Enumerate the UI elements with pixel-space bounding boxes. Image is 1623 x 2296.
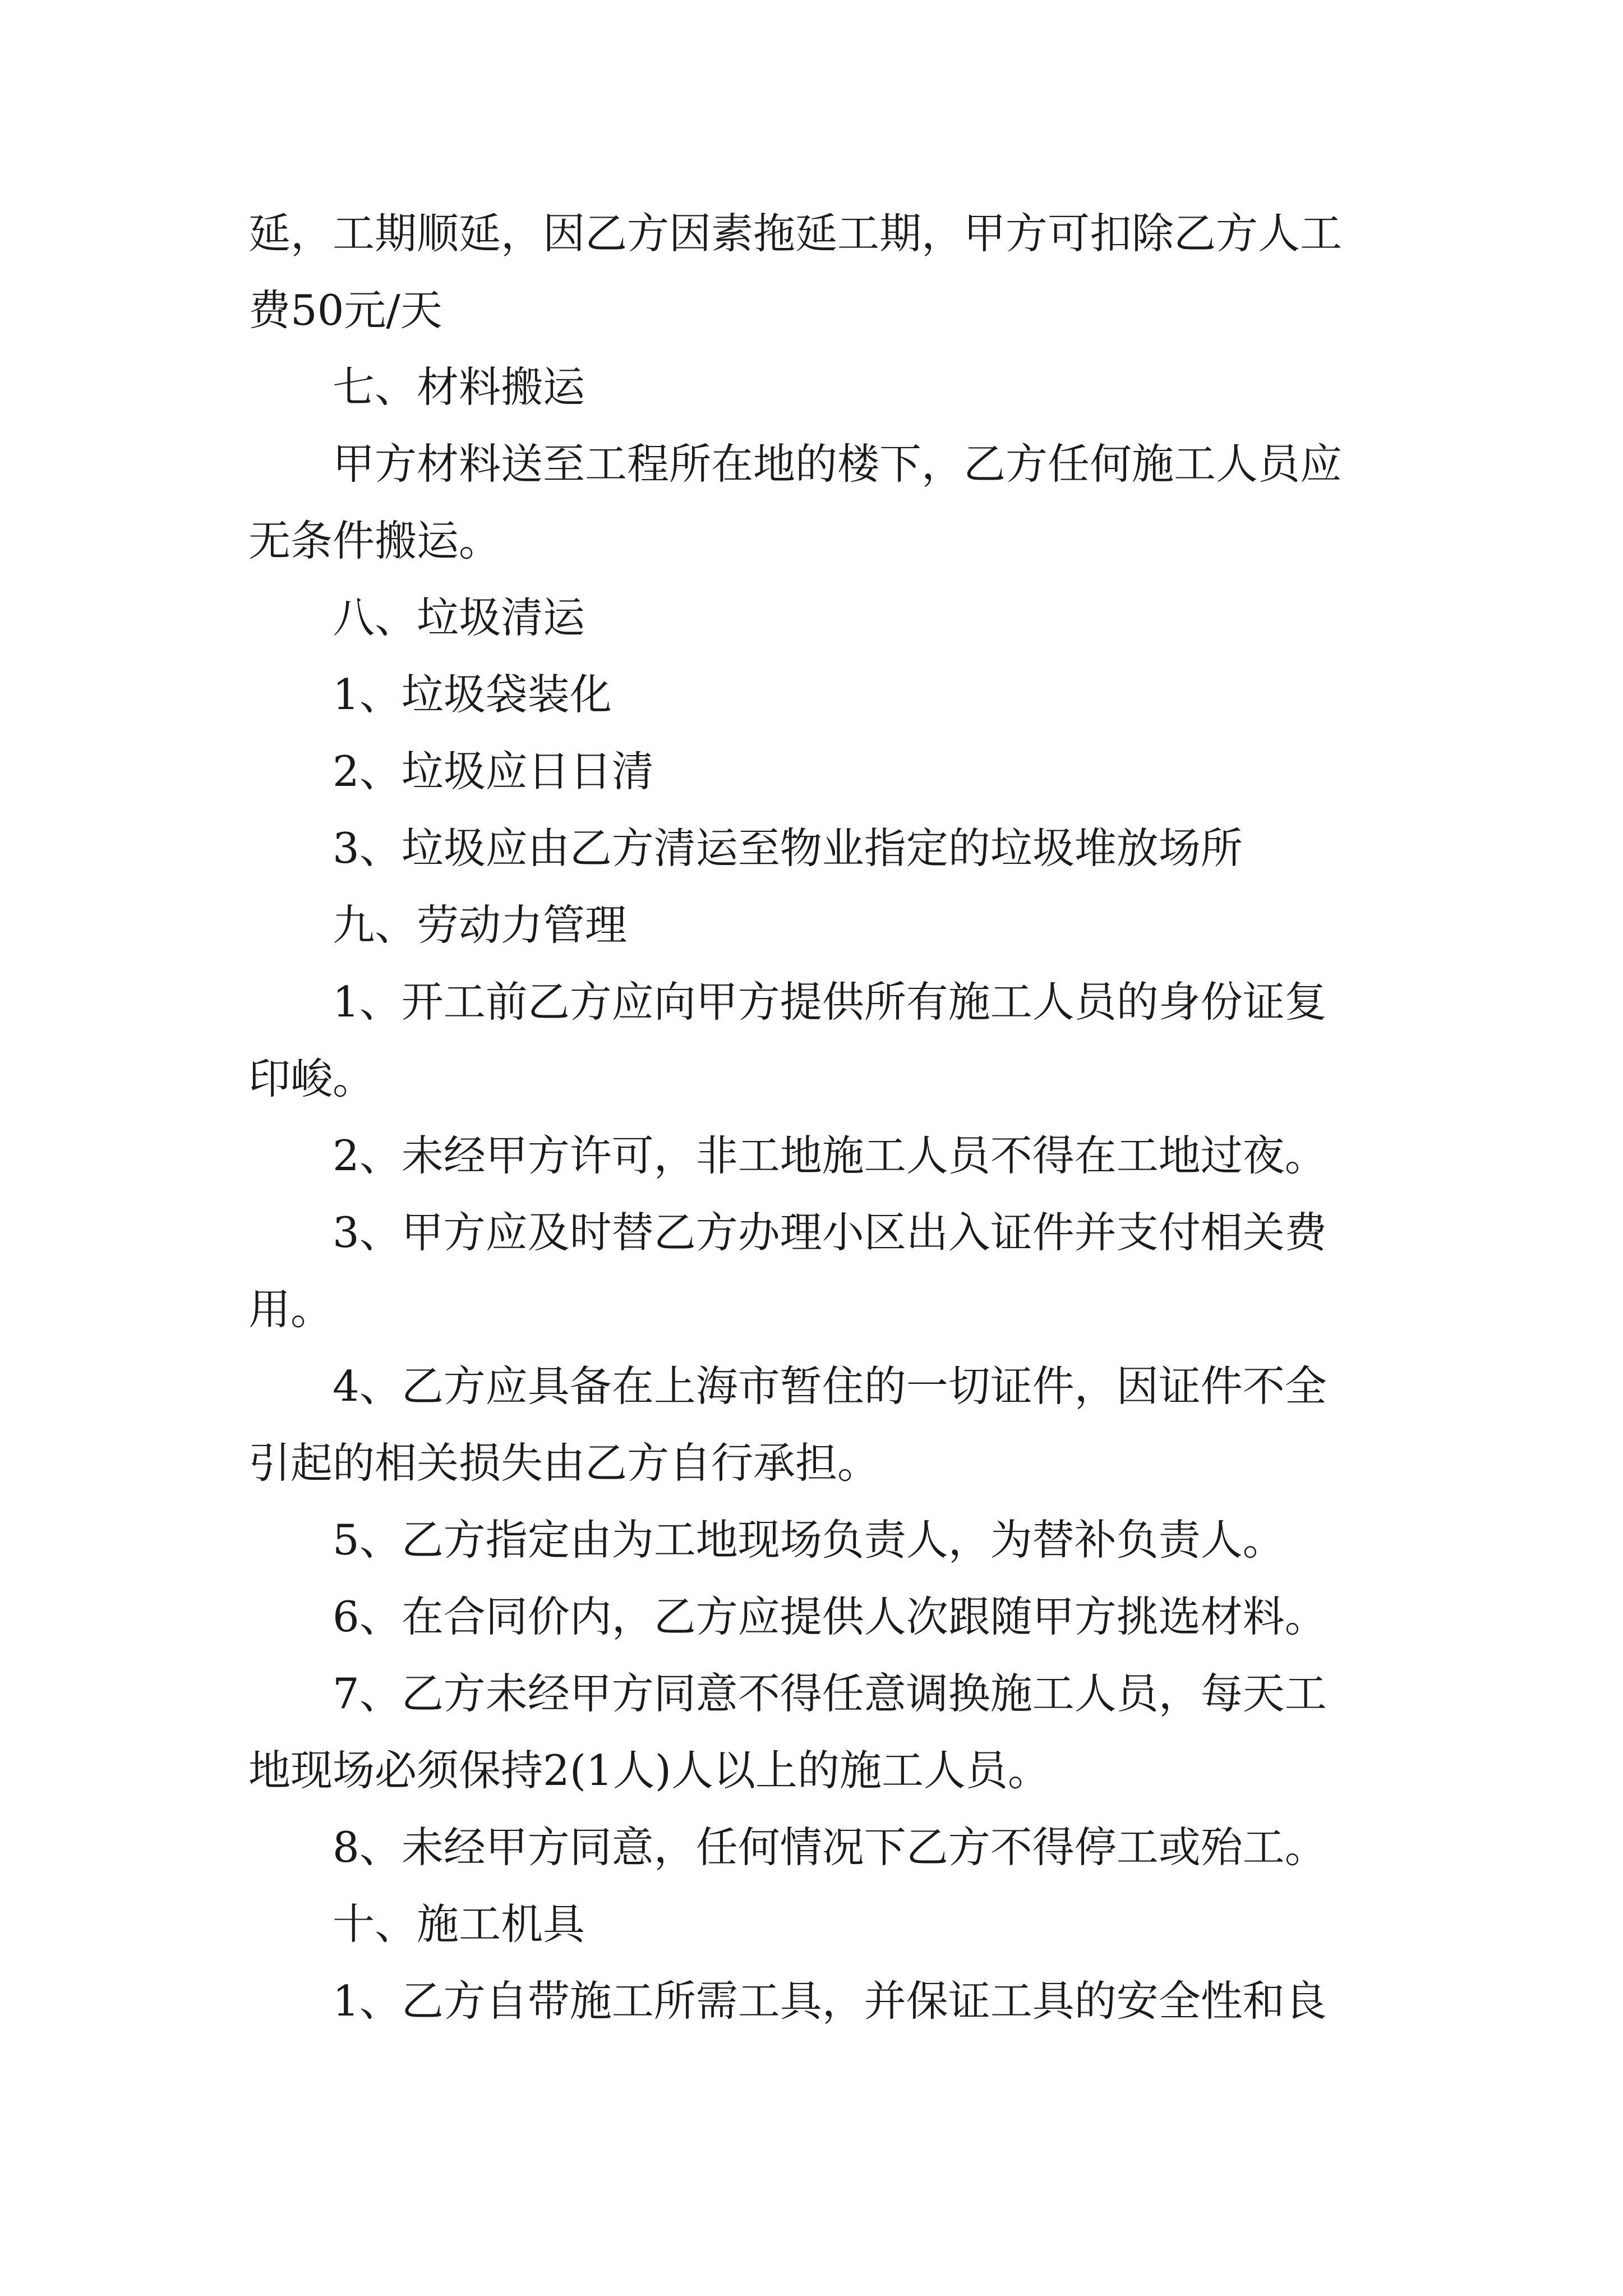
section-heading: 十、施工机具	[333, 1899, 585, 1949]
list-item: 6、在合同价内，乙方应提供人次跟随甲方挑选材料。	[333, 1592, 1327, 1641]
section-heading: 七、材料搬运	[333, 362, 585, 412]
text-line: 地现场必须保持2(1人)人以上的施工人员。	[248, 1746, 1050, 1795]
text-line: 无条件搬运。	[248, 516, 501, 565]
list-item: 3、甲方应及时替乙方办理小区出入证件并支付相关费	[333, 1208, 1327, 1257]
text-line: 延，工期顺延，因乙方因素拖延工期，甲方可扣除乙方人工	[248, 209, 1343, 258]
list-item: 5、乙方指定由为工地现场负责人，为替补负责人。	[333, 1515, 1285, 1565]
text-line: 甲方材料送至工程所在地的楼下，乙方任何施工人员应	[333, 439, 1343, 489]
list-item: 1、垃圾袋装化	[333, 670, 612, 719]
section-heading: 八、垃圾清运	[333, 593, 585, 642]
list-item: 2、垃圾应日日清	[333, 747, 654, 796]
list-item: 1、开工前乙方应向甲方提供所有施工人员的身份证复	[333, 977, 1327, 1027]
list-item: 2、未经甲方许可，非工地施工人员不得在工地过夜。	[333, 1131, 1327, 1180]
section-heading: 九、劳动力管理	[333, 900, 628, 950]
text-line: 引起的相关损失由乙方自行承担。	[248, 1438, 880, 1488]
list-item: 7、乙方未经甲方同意不得任意调换施工人员，每天工	[333, 1669, 1327, 1718]
list-item: 3、垃圾应由乙方清运至物业指定的垃圾堆放场所	[333, 823, 1243, 873]
list-item: 1、乙方自带施工所需工具，并保证工具的安全性和良	[333, 1976, 1327, 2026]
list-item: 4、乙方应具备在上海市暂住的一切证件，因证件不全	[333, 1361, 1327, 1411]
text-line: 印峻。	[248, 1054, 375, 1103]
document-body	[248, 195, 1375, 2040]
text-line: 费50元/天	[248, 286, 442, 335]
text-line: 用。	[248, 1285, 333, 1334]
list-item: 8、未经甲方同意，任何情况下乙方不得停工或殆工。	[333, 1823, 1327, 1872]
